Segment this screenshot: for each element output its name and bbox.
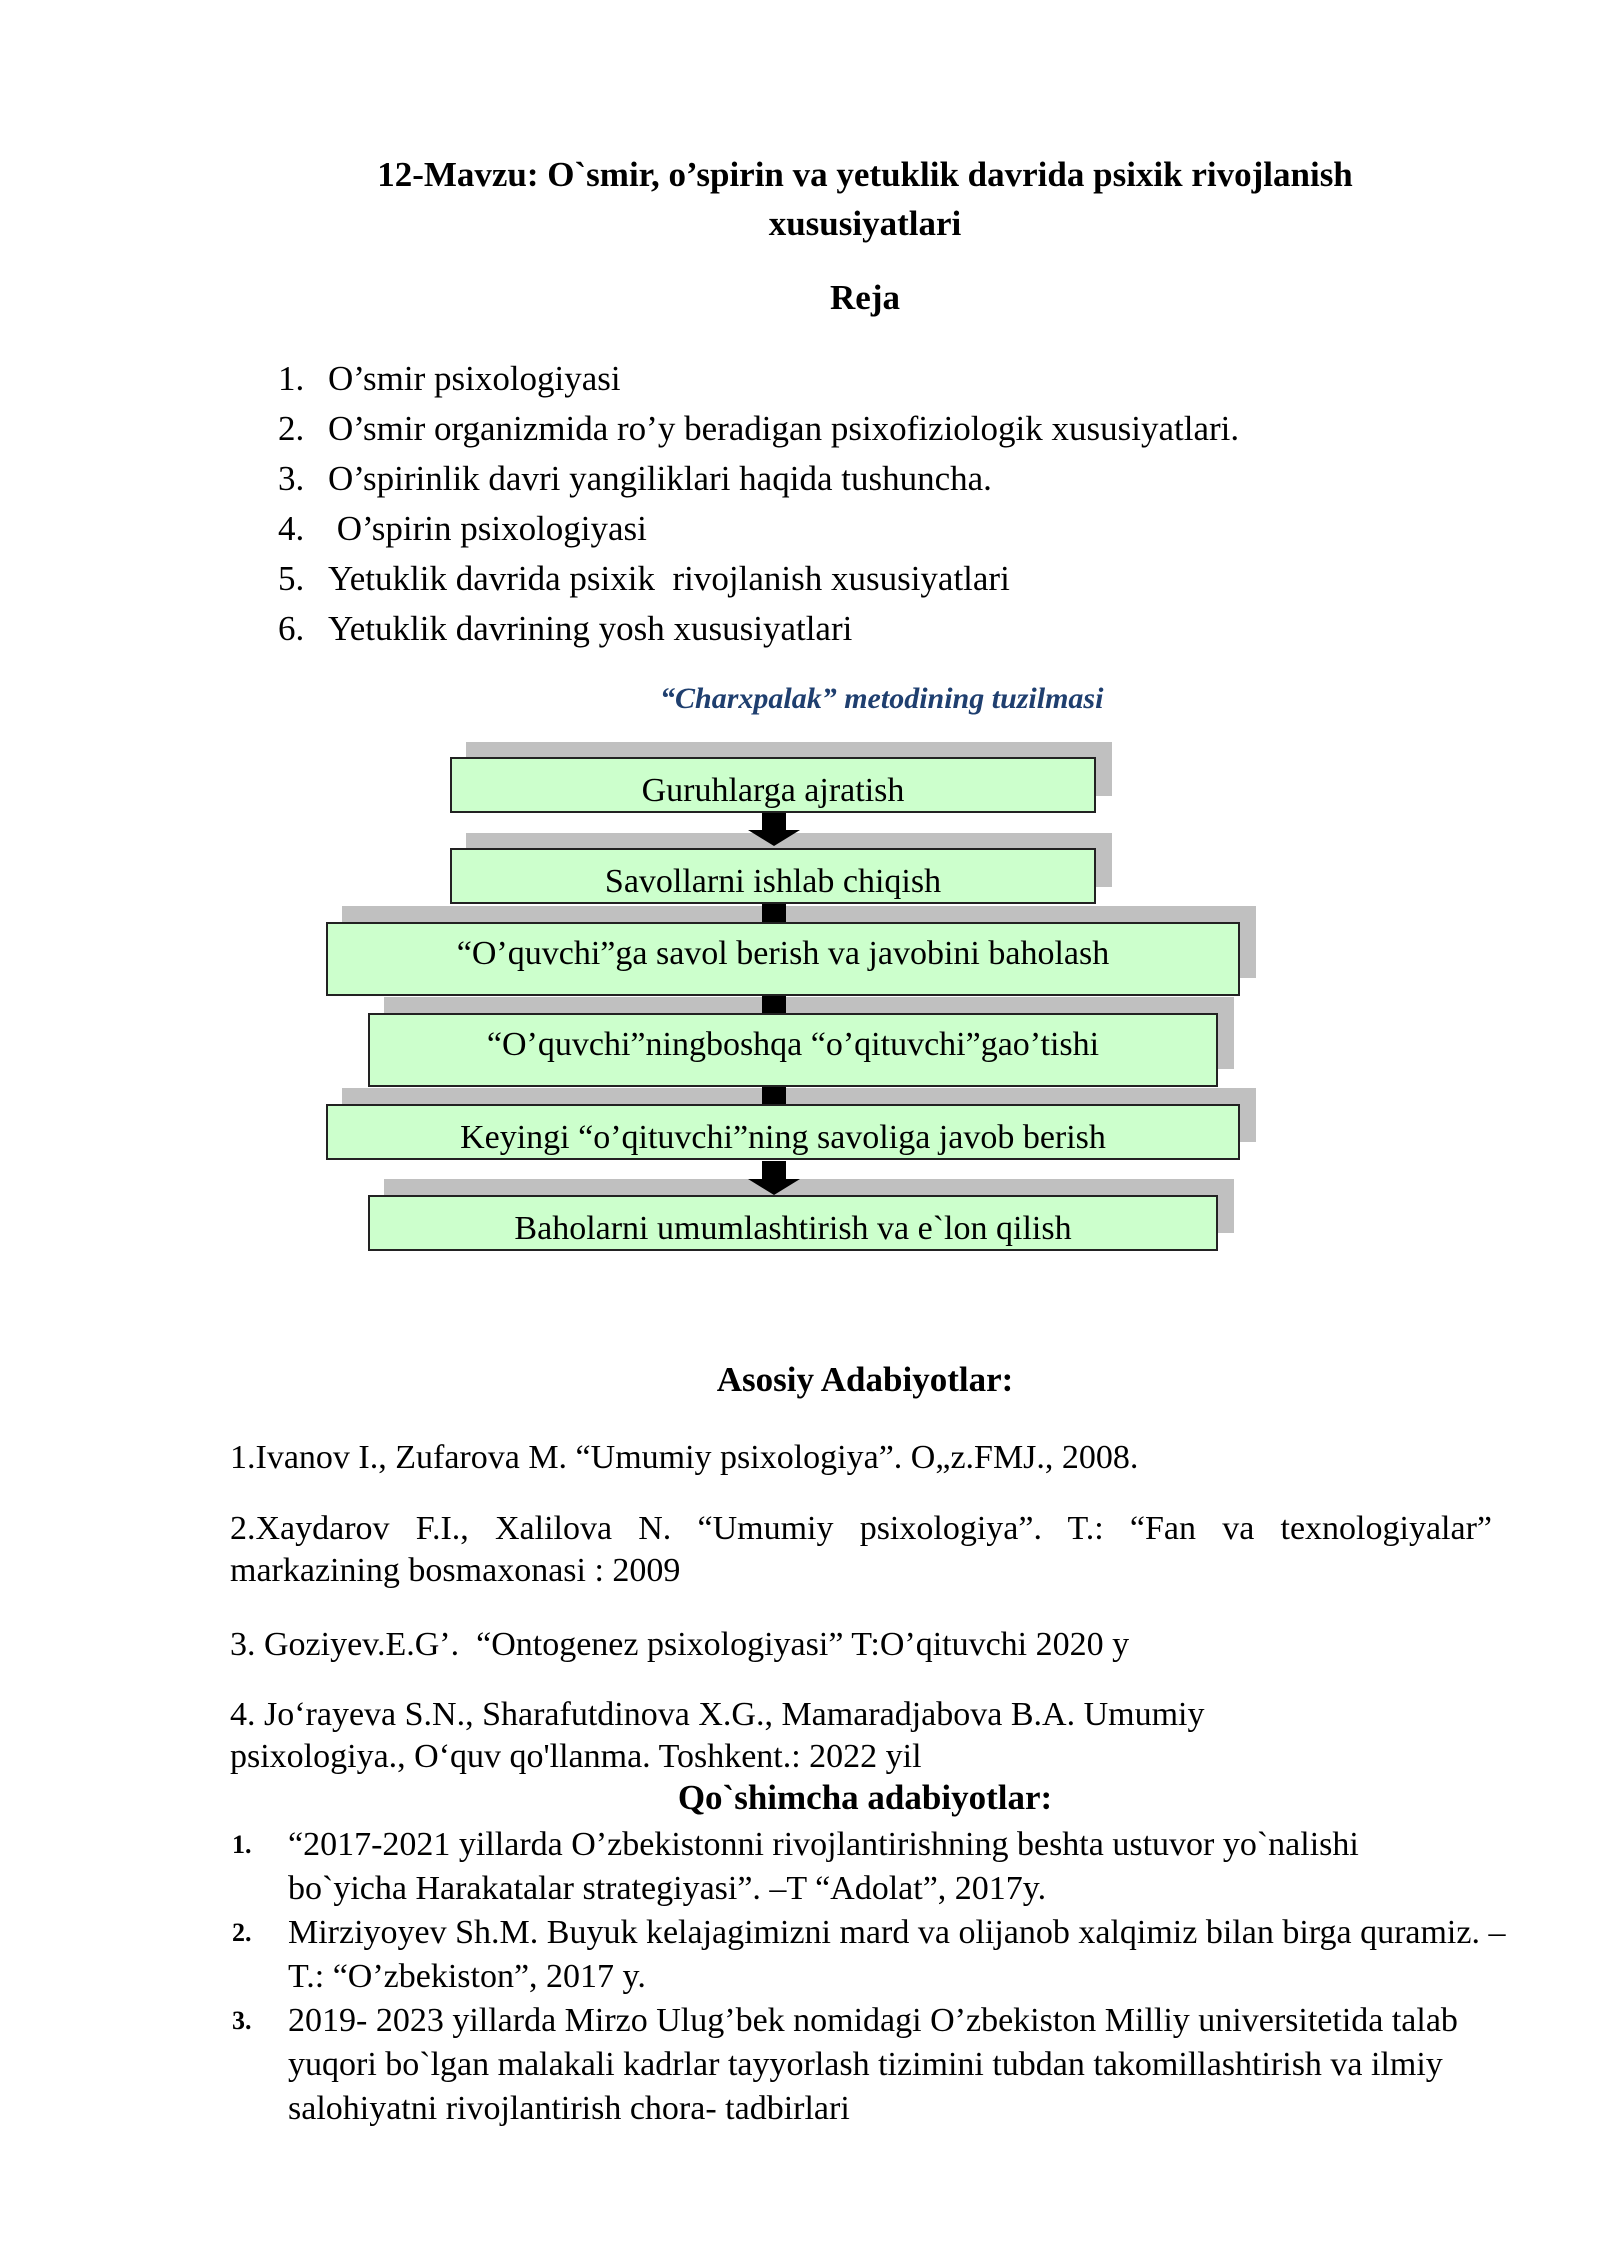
additional-literature-item (232, 1823, 1378, 1911)
plan-item (278, 354, 1239, 404)
flow-step-box (450, 757, 1096, 813)
additional-literature-number: 3. (232, 2006, 252, 2035)
plan-item-text: Yetuklik davrida psixik rivojlanish xususiyatlari (328, 559, 1010, 598)
plan-item-number: 2. (278, 409, 305, 448)
page-title-line-2: xususiyatlari (768, 204, 962, 243)
additional-literature-text: 2019- 2023 yillarda Mirzo Ulug’bek nomidagi O’zbekiston Milliy universitetida talab yuqori bo`lgan malakali kadrlar tayyorlash tizimini tubdan takomillashtirish va ilmiy salohiyatni rivojlantirish chora- tadbirlari (288, 2002, 1458, 2127)
flow-step-label: Guruhlarga ajratish (641, 772, 905, 809)
literature-item: 4. Jo‘rayeva S.N., Sharafutdinova X.G., Mamaradjabova B.A. Umumiy psixologiya., O‘quv qo'llanma. Toshkent.: 2022 yil (230, 1696, 1205, 1775)
flow-step-box (368, 1013, 1218, 1087)
arrow-down-icon (748, 1161, 800, 1195)
plan-item (278, 454, 1239, 504)
literature-item: 3. Goziyev.E.G’. “Ontogenez psixologiyasi” T:O’qituvchi 2020 y (230, 1626, 1130, 1663)
plan-item-text: O’smir organizmida ro’y beradigan psixofiziologik xususiyatlari. (328, 409, 1240, 448)
plan-item-number: 1. (278, 359, 305, 398)
plan-item (278, 404, 1239, 454)
flow-step-label: Baholarni umumlashtirish va e`lon qilish (514, 1210, 1072, 1247)
flow-step-label: Keyingi “o’qituvchi”ning savoliga javob berish (460, 1119, 1106, 1156)
flow-step-box (326, 1104, 1240, 1160)
additional-literature-number: 2. (232, 1918, 252, 1947)
flow-step-label: “O’quvchi”ningboshqa “o’qituvchi”gao’tishi (486, 1026, 1100, 1063)
additional-literature-text: Mirziyoyev Sh.M. Buyuk kelajagimizni mard va olijanob xalqimiz bilan birga quramiz. – T.: “O’zbekiston”, 2017 y. (288, 1914, 1506, 1995)
page-title (320, 150, 1410, 248)
plan-item-text: Yetuklik davrining yosh xususiyatlari (328, 609, 853, 648)
additional-literature-text: “2017-2021 yillarda O’zbekistonni rivojlantirishning beshta ustuvor yo`nalishi bo`yicha Harakatalar strategiyasi”. –T “Adolat”, 2017y. (288, 1826, 1359, 1907)
flow-step-label: Savollarni ishlab chiqish (604, 863, 942, 900)
additional-literature-list (232, 1823, 1506, 2131)
flow-step-box (326, 922, 1240, 996)
plan-item-text: O’spirinlik davri yangiliklari haqida tushuncha. (328, 459, 992, 498)
plan-item (278, 504, 1239, 554)
additional-literature-item (232, 1911, 1528, 1999)
page-title-line-1: 12-Mavzu: O`smir, o’spirin va yetuklik davrida psixik rivojlanish (377, 155, 1353, 194)
literature-item: 2.Xaydarov F.I., Xalilova N. “Umumiy psixologiya”. T.: “Fan va texnologiyalar” markazining bosmaxonasi : 2009 (230, 1510, 1492, 1589)
plan-list (278, 354, 1239, 654)
additional-literature-item (232, 1999, 1488, 2131)
diagram-caption: “Charxpalak” metodining tuzilmasi (660, 682, 1104, 715)
flow-step-box (450, 848, 1096, 904)
plan-item-number: 3. (278, 459, 305, 498)
plan-item-number: 5. (278, 559, 305, 598)
plan-item (278, 604, 1239, 654)
flow-step-box (368, 1195, 1218, 1251)
additional-literature-heading: Qo`shimcha adabiyotlar: (677, 1778, 1053, 1817)
literature-item: 1.Ivanov I., Zufarova M. “Umumiy psixologiya”. O„z.FMJ., 2008. (230, 1439, 1139, 1476)
plan-item (278, 554, 1239, 604)
additional-literature-number: 1. (232, 1830, 252, 1859)
flow-step-label: “O’quvchi”ga savol berish va javobini baholash (456, 935, 1110, 972)
plan-item-text: O’smir psixologiyasi (328, 359, 621, 398)
plan-heading: Reja (830, 278, 900, 317)
main-literature-heading: Asosiy Adabiyotlar: (716, 1360, 1014, 1399)
arrow-down-icon (748, 812, 800, 846)
plan-item-number: 4. (278, 509, 305, 548)
plan-item-number: 6. (278, 609, 305, 648)
plan-item-text: O’spirin psixologiyasi (328, 509, 647, 548)
